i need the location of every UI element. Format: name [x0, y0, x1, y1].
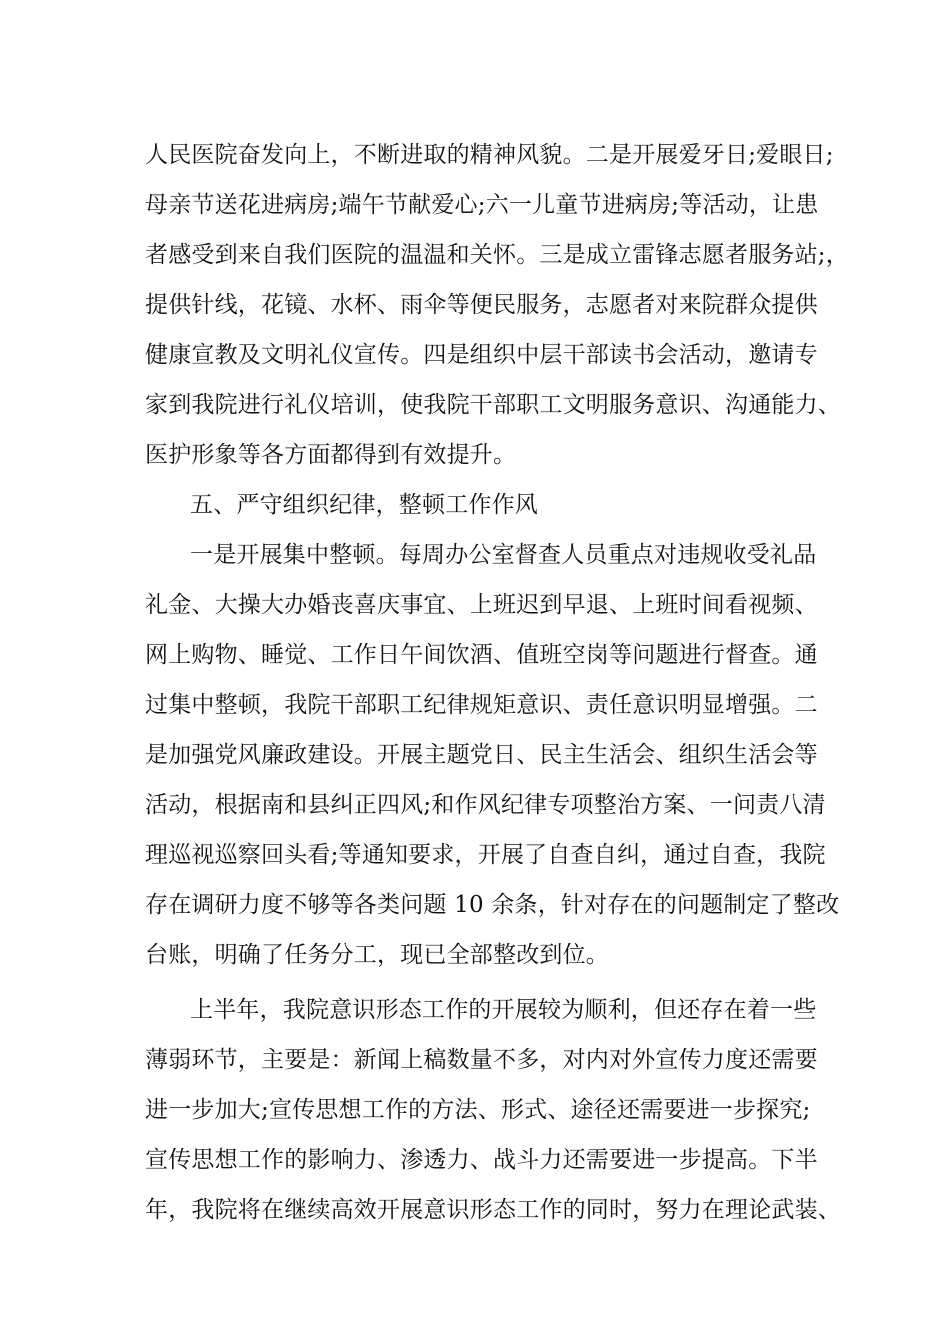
paragraph-first-line: 上半年，我院意识形态工作的开展较为顺利，但还存在着一些	[190, 997, 817, 1023]
body-line: 医护形象等各方面都得到有效提升。	[145, 442, 517, 468]
paragraph-first-line: 一是开展集中整顿。每周办公室督查人员重点对违规收受礼品	[190, 542, 817, 568]
body-line: 者感受到来自我们医院的温温和关怀。三是成立雷锋志愿者服务站;，	[145, 242, 849, 268]
body-line: 网上购物、睡觉、工作日午间饮酒、值班空岗等问题进行督查。通	[145, 642, 818, 668]
body-line: 家到我院进行礼仪培训，使我院干部职工文明服务意识、沟通能力、	[145, 392, 841, 418]
body-line: 提供针线，花镜、水杯、雨伞等便民服务，志愿者对来院群众提供	[145, 292, 818, 318]
body-line: 台账，明确了任务分工，现已全部整改到位。	[145, 942, 609, 968]
body-line: 过集中整顿，我院干部职工纪律规矩意识、责任意识明显增强。二	[145, 692, 818, 718]
body-line: 理巡视巡察回头看;等通知要求，开展了自查自纠，通过自查，我院	[145, 842, 826, 868]
body-line: 人民医院奋发向上，不断进取的精神风貌。二是开展爱牙日;爱眼日;	[145, 142, 834, 168]
body-line: 健康宣教及文明礼仪宣传。四是组织中层干部读书会活动，邀请专	[145, 342, 818, 368]
body-line: 活动，根据南和县纠正四风;和作风纪律专项整治方案、一问责八清	[145, 792, 826, 818]
body-line: 宣传思想工作的影响力、渗透力、战斗力还需要进一步提高。下半	[145, 1147, 818, 1173]
body-line: 存在调研力度不够等各类问题 10 余条，针对存在的问题制定了整改	[145, 892, 840, 918]
body-line: 进一步加大;宣传思想工作的方法、形式、途径还需要进一步探究;	[145, 1097, 811, 1123]
section-heading: 五、严守组织纪律，整顿工作作风	[190, 492, 538, 518]
body-line: 薄弱环节，主要是：新闻上稿数量不多，对内对外宣传力度还需要	[145, 1047, 818, 1073]
body-line: 母亲节送花进病房;端午节献爱心;六一儿童节进病房;等活动，让患	[145, 192, 819, 218]
body-line: 是加强党风廉政建设。开展主题党日、民主生活会、组织生活会等	[145, 742, 818, 768]
body-line: 年，我院将在继续高效开展意识形态工作的同时，努力在理论武装、	[145, 1197, 841, 1223]
body-line: 礼金、大操大办婚丧喜庆事宜、上班迟到早退、上班时间看视频、	[145, 592, 818, 618]
